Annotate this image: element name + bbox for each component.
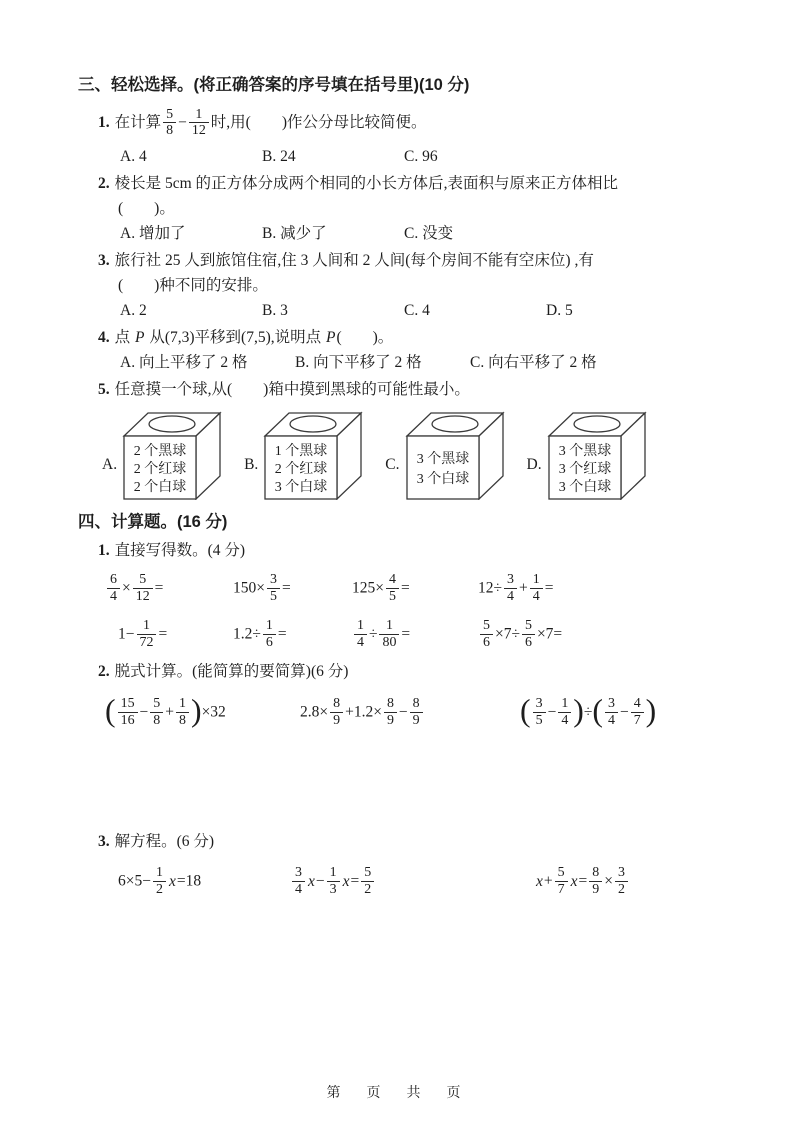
question-3-options [120,299,735,322]
direct-calc-row-1 [105,565,735,611]
calc-expression: 125× $\frac{4}{5}$ = [352,572,410,604]
box-hole-icon [290,416,336,432]
calc-expression: 1.2÷ $\frac{1}{6}$ = [233,618,287,650]
question-4 [78,325,735,374]
question-2-options [120,222,735,245]
subsection-1-label: 直接写得数。(4 分) [114,542,246,559]
subsection-1-number: 1. [98,542,110,559]
question-3-body: 旅行社 25 人到旅馆住宿,住 3 人间和 2 人间(每个房间不能有空床位) ,有 [114,252,594,269]
box-d-label: D. [526,456,542,473]
option-a: A. 增加了 [120,225,186,242]
option-a: A. 2 [120,302,147,319]
question-5-number: 5. [98,381,110,398]
option-c: C. 96 [404,148,438,165]
question-1-text-line [98,102,735,144]
box-line: 3 个红球 [558,462,611,477]
box-line: 2 个黑球 [133,444,187,459]
ball-box-illustration [121,408,223,500]
box-line: 3 个黑球 [558,444,611,459]
subsection-2-title [98,660,735,684]
subsection-2-number: 2. [98,663,110,680]
question-3 [78,248,735,322]
box-line: 3 个黑球 [416,452,469,467]
ball-box-b [244,408,364,500]
calc-expression: ( $\frac{3}{5}$ − $\frac{1}{4}$ )÷( $\frac{3}{4}$ − $\frac{4}{7}$ ) [520,693,657,729]
ball-box-illustration [404,408,506,500]
question-4-number: 4. [98,329,110,346]
question-2-body: 棱长是 5cm 的正方体分成两个相同的小长方体后,表面积与原来正方体相比 [114,175,618,192]
section-3-title: 三、轻松选择。(将正确答案的序号填在括号里)(10 分) [78,76,470,94]
calc-expression: 12÷ $\frac{3}{4}$ + $\frac{1}{4}$ = [478,572,554,604]
calc-expression: 1− $\frac{1}{72}$ = [118,618,168,650]
question-2-number: 2. [98,175,110,192]
section-calculation [78,510,735,906]
subsection-stepwise-calc [78,660,735,738]
box-line: 1 个黑球 [275,444,328,459]
box-a-label: A. [102,456,118,473]
box-b-label: B. [244,456,259,473]
subsection-2-label: 脱式计算。(能简算的要简算)(6 分) [114,663,349,680]
question-3-blank-line: ( )种不同的安排。 [118,277,268,294]
subsection-3-label: 解方程。(6 分) [114,833,215,850]
question-4-body: 点 P 从(7,3)平移到(7,5),说明点 P( )。 [114,329,394,346]
option-d: D. 5 [546,302,573,319]
box-hole-icon [574,416,620,432]
ball-box-illustration [546,408,648,500]
box-line: 2 个红球 [275,462,328,477]
calc-expression: $\frac{1}{4}$ ÷ $\frac{1}{80}$ = [352,618,478,649]
subsection-1-title [98,539,735,563]
option-a: A. 向上平移了 2 格 [120,354,248,371]
subsection-direct-calc [78,539,735,657]
subsection-3-number: 3. [98,833,110,850]
ball-box-a [102,408,223,500]
ball-box-c [385,408,505,500]
option-c: C. 4 [404,302,430,319]
calc-expression: 150× $\frac{3}{5}$ = [233,572,291,604]
question-2-blank-line: ( )。 [118,200,175,217]
box-c-label: C. [385,456,400,473]
question-1-body: 在计算 $\frac{5}{8}$ − $\frac{1}{12}$ 时,用( )作公分母比较简便。 [114,106,427,138]
equations-row [118,856,735,906]
box-line: 2 个白球 [133,480,187,495]
question-5 [78,377,735,500]
equation: $\frac{3}{4}$ x− $\frac{1}{3}$ x= $\frac{5}{2}$ [290,865,535,896]
question-1-number: 1. [98,114,110,131]
equation: 6×5− $\frac{1}{2}$ x=18 [118,865,202,897]
question-3-text-line [98,248,735,273]
box-line: 3 个白球 [558,480,611,495]
calc-expression: 2.8× $\frac{8}{9}$ +1.2× $\frac{8}{9}$ − $\frac{8}{9}$ [300,696,520,727]
box-hole-icon [149,416,195,432]
box-line: 3 个白球 [416,472,469,487]
question-4-options [120,351,735,374]
option-b: B. 减少了 [262,225,327,242]
question-2-text-line [98,171,735,196]
question-2 [78,171,735,245]
section-multiple-choice [78,73,735,500]
subsection-3-title [98,830,735,854]
calc-expression: ( $\frac{15}{16}$ − $\frac{5}{8}$ + $\frac{1}{8}$ )×32 [105,693,226,729]
question-5-body: 任意摸一个球,从( )箱中摸到黑球的可能性最小。 [114,381,470,398]
box-line: 2 个红球 [133,462,187,477]
box-line: 3 个白球 [275,480,328,495]
page-footer: 第 页 共 页 [326,1084,467,1100]
question-5-text-line [98,377,735,402]
question-4-text-line [98,325,735,350]
option-b: B. 向下平移了 2 格 [295,354,422,371]
ball-box-illustration [262,408,364,500]
subsection-solve-equations [78,830,735,906]
section-4-title: 四、计算题。(16 分) [78,513,228,531]
calc-expression: $\frac{6}{4}$ × $\frac{5}{12}$ = [105,572,233,603]
option-b: B. 3 [262,302,288,319]
equation: x+ $\frac{5}{7}$ x= $\frac{8}{9}$ × $\frac{3}{2}$ [535,865,735,896]
question-1 [78,102,735,168]
option-a: A. 4 [120,148,147,165]
question-3-number: 3. [98,252,110,269]
calc-expression: $\frac{5}{6}$ ×7÷ $\frac{5}{6}$ ×7= [478,618,735,649]
ball-boxes-row [102,408,735,500]
option-b: B. 24 [262,148,296,165]
box-hole-icon [432,416,478,432]
question-1-options [120,145,735,168]
ball-box-d [527,408,648,500]
stepwise-expressions-row [105,686,735,738]
option-c: C. 没变 [404,225,454,242]
option-c: C. 向右平移了 2 格 [470,354,597,371]
direct-calc-row-2 [105,611,735,657]
